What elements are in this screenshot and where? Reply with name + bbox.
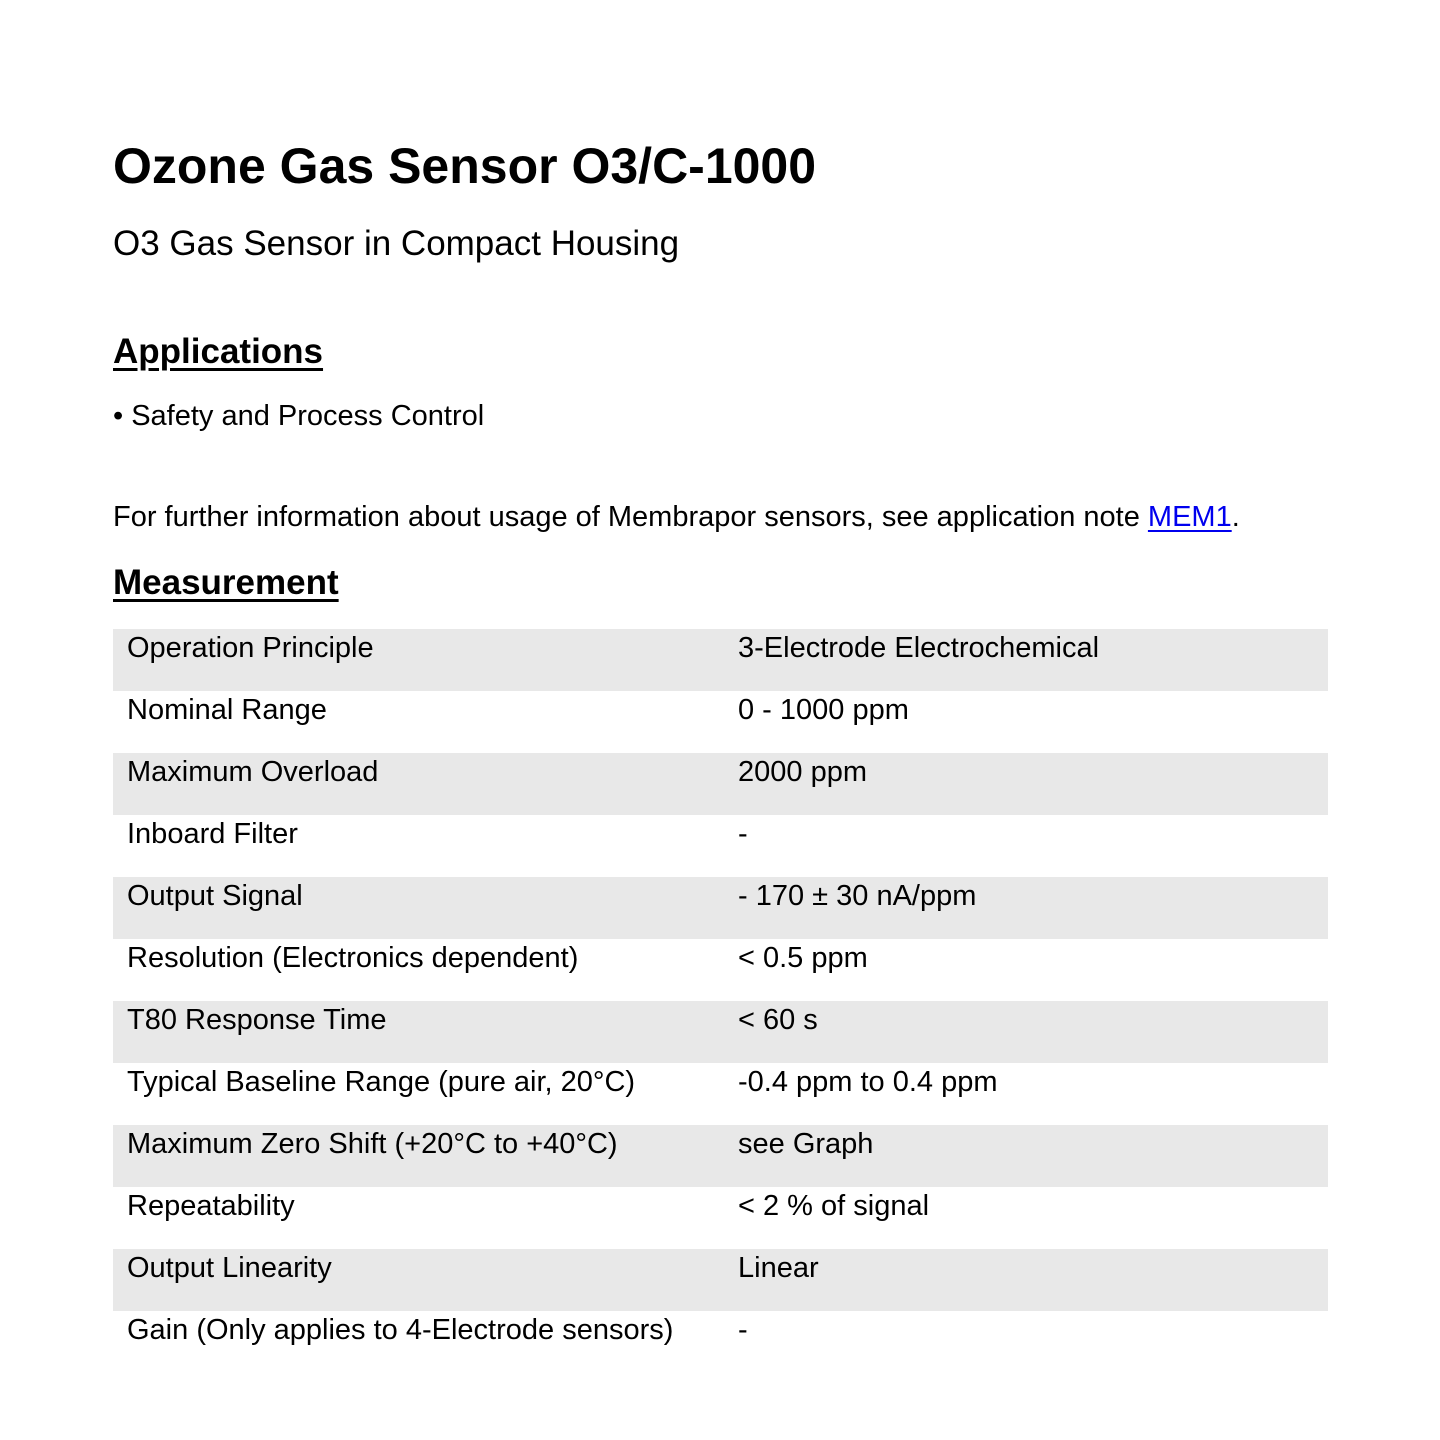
- spec-value: - 170 ± 30 nA/ppm: [738, 877, 1328, 939]
- table-row: [113, 1001, 1328, 1063]
- spec-value: -0.4 ppm to 0.4 ppm: [738, 1066, 998, 1098]
- spec-value: -: [738, 1314, 748, 1346]
- table-row: [113, 877, 1328, 939]
- page-title: Ozone Gas Sensor O3/C-1000: [113, 138, 817, 194]
- spec-value: 0 - 1000 ppm: [738, 694, 909, 726]
- applications-list-item: • Safety and Process Control: [113, 400, 485, 432]
- measurement-table: [113, 629, 1328, 1373]
- mem1-link[interactable]: MEM1: [1147, 501, 1232, 533]
- table-row: [113, 1311, 1328, 1373]
- table-row: [113, 1249, 1328, 1311]
- page-subtitle: O3 Gas Sensor in Compact Housing: [113, 224, 680, 263]
- spec-label: Repeatability: [127, 1190, 295, 1222]
- spec-value: < 2 % of signal: [738, 1190, 930, 1222]
- spec-label: Gain (Only applies to 4-Electrode sensors): [127, 1314, 674, 1346]
- spec-label: Typical Baseline Range (pure air, 20°C): [127, 1066, 636, 1098]
- table-row: [113, 629, 1328, 691]
- table-row: [113, 1063, 1328, 1125]
- table-row: [113, 1125, 1328, 1187]
- spec-label: T80 Response Time: [113, 1001, 738, 1063]
- spec-label: Output Linearity: [113, 1249, 738, 1311]
- further-info-period: .: [1231, 501, 1240, 533]
- table-row: [113, 939, 1328, 1001]
- spec-label: Output Signal: [113, 877, 738, 939]
- spec-value: 3-Electrode Electrochemical: [738, 629, 1328, 691]
- spec-value: Linear: [738, 1249, 1328, 1311]
- spec-label: Resolution (Electronics dependent): [127, 942, 579, 974]
- spec-label: Nominal Range: [127, 694, 327, 726]
- spec-label: Operation Principle: [113, 629, 738, 691]
- spec-value: -: [738, 818, 748, 850]
- spec-value: < 0.5 ppm: [738, 942, 868, 974]
- spec-value: < 60 s: [738, 1001, 1328, 1063]
- table-row: [113, 815, 1328, 877]
- table-row: [113, 753, 1328, 815]
- further-info-text: For further information about usage of Membrapor sensors, see application note: [113, 501, 1148, 533]
- spec-label: Inboard Filter: [127, 818, 298, 850]
- measurement-heading: Measurement: [113, 563, 339, 602]
- spec-label: Maximum Overload: [113, 753, 738, 815]
- table-row: [113, 1187, 1328, 1249]
- applications-heading: Applications: [113, 332, 324, 371]
- further-info-paragraph: [113, 499, 1240, 535]
- spec-label: Maximum Zero Shift (+20°C to +40°C): [113, 1125, 738, 1187]
- spec-value: 2000 ppm: [738, 753, 1328, 815]
- spec-value: see Graph: [738, 1125, 1328, 1187]
- table-row: [113, 691, 1328, 753]
